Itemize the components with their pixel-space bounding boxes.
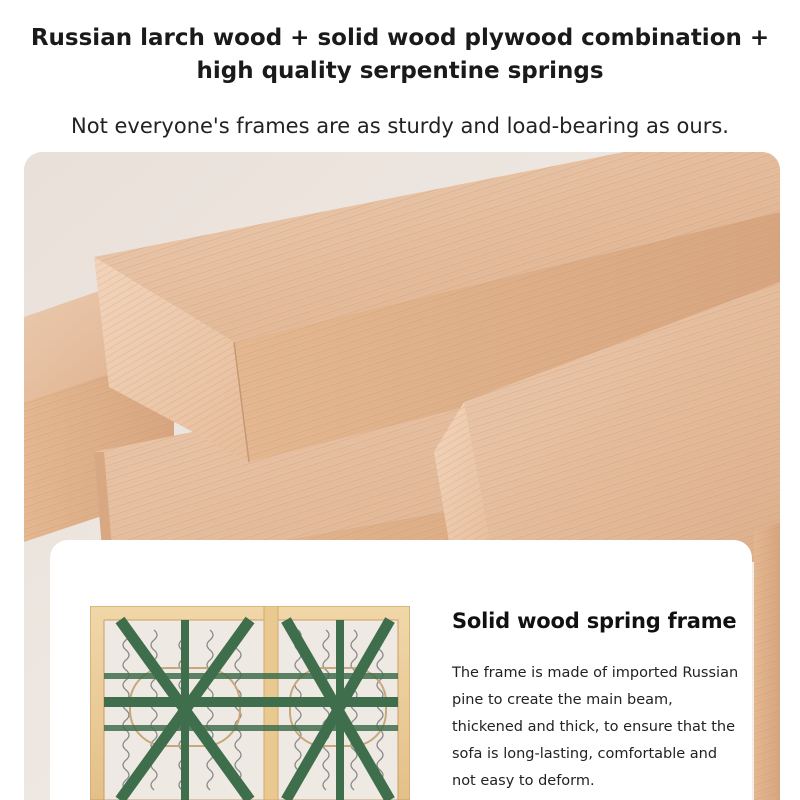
feature-title: Solid wood spring frame bbox=[452, 609, 737, 633]
headline-line-2: high quality serpentine springs bbox=[196, 58, 604, 84]
spring-frame-illustration bbox=[90, 606, 410, 800]
feature-description: The frame is made of imported Russian pine to create the main beam, thickened and thick, to ensure that the sofa is long-lasting, comfortable and not easy to deform. bbox=[452, 665, 739, 789]
headline-line-1: Russian larch wood + solid wood plywood combination + bbox=[30, 25, 770, 51]
feature-card bbox=[50, 540, 752, 800]
subheadline: Not everyone's frames are as sturdy and load-bearing as ours. bbox=[71, 114, 729, 138]
headline bbox=[0, 22, 800, 88]
background-beam-right bbox=[754, 522, 780, 800]
